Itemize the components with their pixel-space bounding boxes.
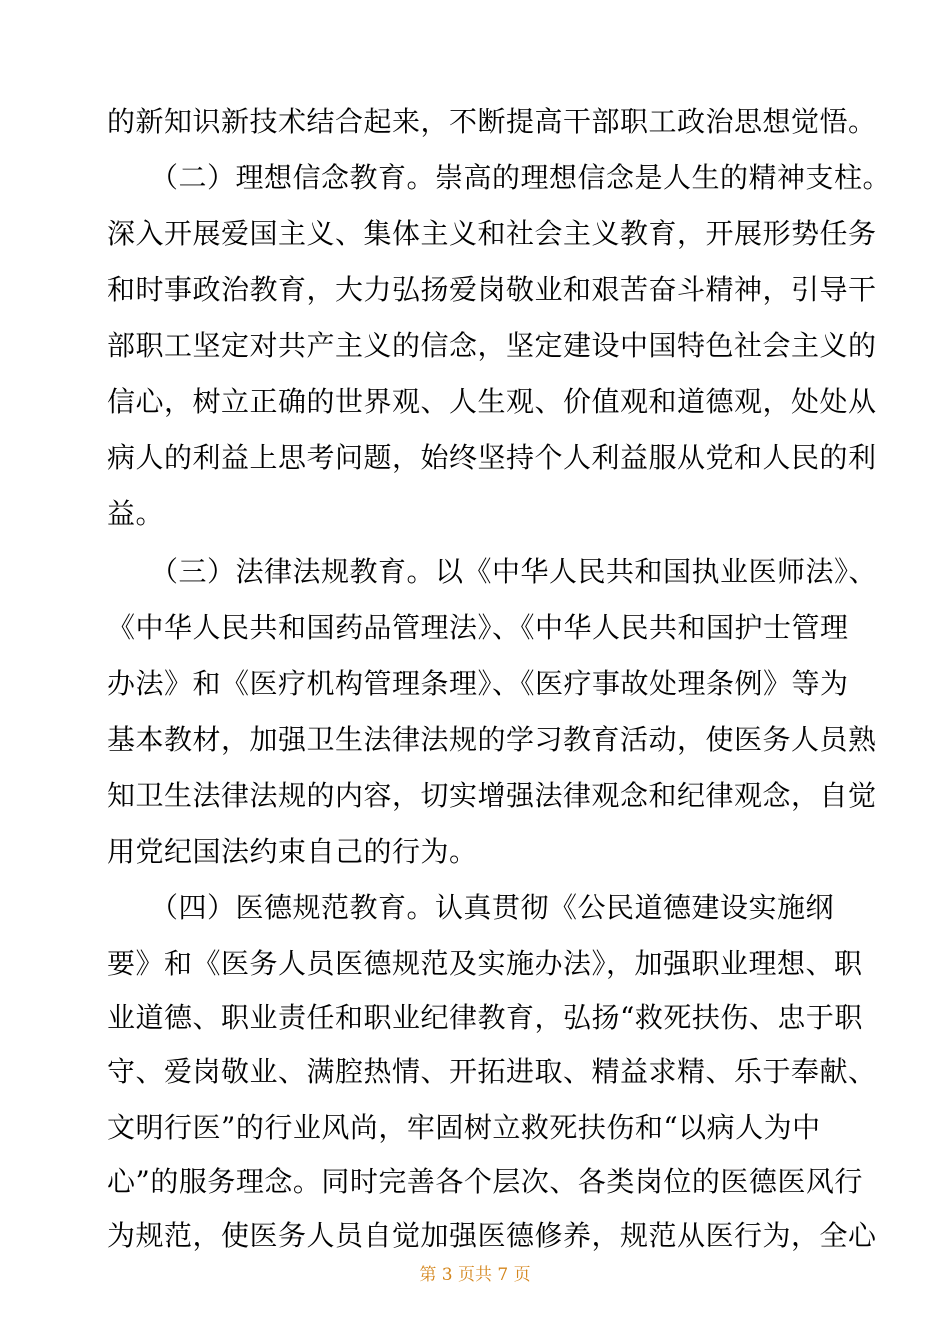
text-line-1: 的新知识新技术结合起来，不断提高干部职工政治思想觉悟。 <box>107 105 877 138</box>
text-line-7: 病人的利益上思考问题，始终坚持个人利益服从党和人民的利 <box>107 441 877 474</box>
text-line-8: 益。 <box>107 497 165 530</box>
text-line-4: 和时事政治教育，大力弘扬爱岗敬业和艰苦奋斗精神，引导干 <box>107 273 877 306</box>
text-line-6: 信心，树立正确的世界观、人生观、价值观和道德观，处处从 <box>107 385 877 418</box>
text-line-9: （三）法律法规教育。以《中华人民共和国执业医师法》、 <box>107 555 878 588</box>
text-line-13: 知卫生法律法规的内容，切实增强法律观念和纪律观念，自觉 <box>107 779 877 812</box>
text-line-11: 办法》和《医疗机构管理条理》、《医疗事故处理条例》等为 <box>107 667 849 700</box>
text-line-5: 部职工坚定对共产主义的信念，坚定建设中国特色社会主义的 <box>107 329 877 362</box>
text-line-19: 文明行医”的行业风尚，牢固树立救死扶伤和“以病人为中 <box>107 1111 821 1144</box>
text-line-15: （四）医德规范教育。认真贯彻《公民道德建设实施纲 <box>107 891 835 924</box>
text-line-20: 心”的服务理念。同时完善各个层次、各类岗位的医德医风行 <box>107 1165 863 1198</box>
text-line-10: 《中华人民共和国药品管理法》、《中华人民共和国护士管理 <box>107 611 849 644</box>
text-line-21: 为规范，使医务人员自觉加强医德修养，规范从医行为，全心 <box>107 1219 877 1252</box>
text-line-17: 业道德、职业责任和职业纪律教育，弘扬“救死扶伤、忠于职 <box>107 1001 863 1034</box>
text-line-2: （二）理想信念教育。崇高的理想信念是人生的精神支柱。 <box>107 161 892 194</box>
text-line-16: 要》和《医务人员医德规范及实施办法》，加强职业理想、职 <box>107 947 863 980</box>
page-number-footer: 第 3 页共 7 页 <box>419 1265 531 1285</box>
text-line-12: 基本教材，加强卫生法律法规的学习教育活动，使医务人员熟 <box>107 723 877 756</box>
text-line-14: 用党纪国法约束自己的行为。 <box>107 835 478 868</box>
text-line-18: 守、爱岗敬业、满腔热情、开拓进取、精益求精、乐于奉献、 <box>107 1055 877 1088</box>
text-line-3: 深入开展爱国主义、集体主义和社会主义教育，开展形势任务 <box>107 217 877 250</box>
